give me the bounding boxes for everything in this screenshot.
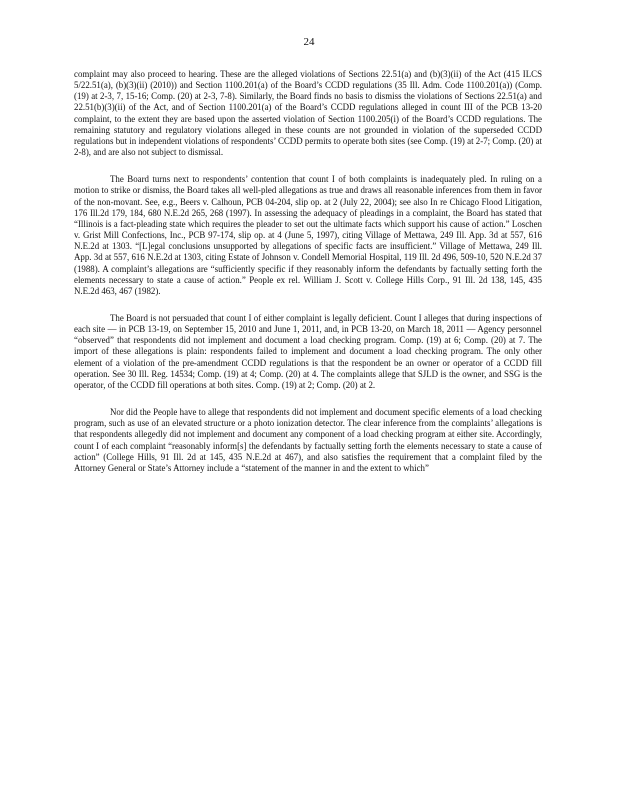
body-text [74, 69, 542, 474]
page-number: 24 [303, 36, 315, 48]
paragraph: complaint may also proceed to hearing. These are the alleged violations of Sections 22.51(a) and (b)(3)(ii) of the Act (415 ILCS 5/22.51(a), (b)(3)(ii) (2010)) and Section 1100.201(a) of the Board’s CCDD regulations (35 Ill. Adm. Code 1100.201(a)) (Comp. (19) at 2-3, 7, 15-16; Comp. (20) at 2-3, 7-8). Similarly, the Board finds no basis to dismiss the violations of Sections 22.51(a) and 22.51(b)(3)(ii) of the Act, and of Section 1100.201(a) of the Board’s CCDD regulations alleged in count III of the PCB 13-20 complaint, to the extent they are based upon the asserted violation of Section 1100.205(i) of the Board’s CCDD regulations. The remaining statutory and regulatory violations alleged in these counts are not grounded in violation of the superseded CCDD regulations but in independent violations of respondents’ CCDD permits to operate both sites (see Comp. (19) at 2-7; Comp. (20) at 2-8), and are also not subject to dismissal. [74, 69, 542, 158]
paragraph: The Board turns next to respondents’ contention that count I of both complaints is inadequately pled. In ruling on a motion to strike or dismiss, the Board takes all well-pled allegations as true and draws all reasonable inferences from them in favor of the non-movant. See, e.g., Beers v. Calhoun, PCB 04-204, slip op. at 2 (July 22, 2004); see also In re Chicago Flood Litigation, 176 Ill.2d 179, 184, 680 N.E.2d 265, 268 (1997). In assessing the adequacy of pleadings in a complaint, the Board has stated that “Illinois is a fact-pleading state which requires the pleader to set out the ultimate facts which support his cause of action.” Loschen v. Grist Mill Confections, Inc., PCB 97-174, slip op. at 4 (June 5, 1997), citing Village of Mettawa, 249 Ill. App. 3d at 557, 616 N.E.2d at 1303. “[L]egal conclusions unsupported by allegations of specific facts are insufficient.” Village of Mettawa, 249 Ill. App. 3d at 557, 616 N.E.2d at 1303, citing Estate of Johnson v. Condell Memorial Hospital, 119 Ill. 2d 496, 509-10, 520 N.E.2d 37 (1988). A complaint’s allegations are “sufficiently specific if they reasonably inform the defendants by factually setting forth the elements necessary to state a cause of action.” People ex rel. William J. Scott v. College Hills Corp., 91 Ill. 2d 138, 145, 435 N.E.2d 463, 467 (1982). [74, 174, 542, 296]
paragraph: The Board is not persuaded that count I of either complaint is legally deficient. Count I alleges that during inspections of each site — in PCB 13-19, on September 15, 2010 and June 1, 2011, and, in PCB 13-20, on March 18, 2011 — Agency personnel “observed” that respondents did not implement and document a load checking program. Comp. (19) at 6; Comp. (20) at 7. The import of these allegations is plain: respondents failed to implement and document a load checking program. The only other element of a violation of the pre-amendment CCDD regulations is that the respondent be an owner or operator of a CCDD fill operation. See 30 Ill. Reg. 14534; Comp. (19) at 4; Comp. (20) at 4. The complaints allege that SJLD is the owner, and SSG is the operator, of the CCDD fill operations at both sites. Comp. (19) at 2; Comp. (20) at 2. [74, 312, 542, 390]
paragraph: Nor did the People have to allege that respondents did not implement and document specific elements of a load checking program, such as use of an elevated structure or a photo ionization detector. The clear inference from the complaints’ allegations is that respondents allegedly did not implement and document any component of a load checking program at either site. Accordingly, count I of each complaint “reasonably inform[s] the defendants by factually setting forth the elements necessary to state a cause of action” (College Hills, 91 Ill. 2d at 145, 435 N.E.2d at 467), and also satisfies the requirement that a complaint filed by the Attorney General or State’s Attorney include a “statement of the manner in and the extent to which” [74, 407, 542, 473]
